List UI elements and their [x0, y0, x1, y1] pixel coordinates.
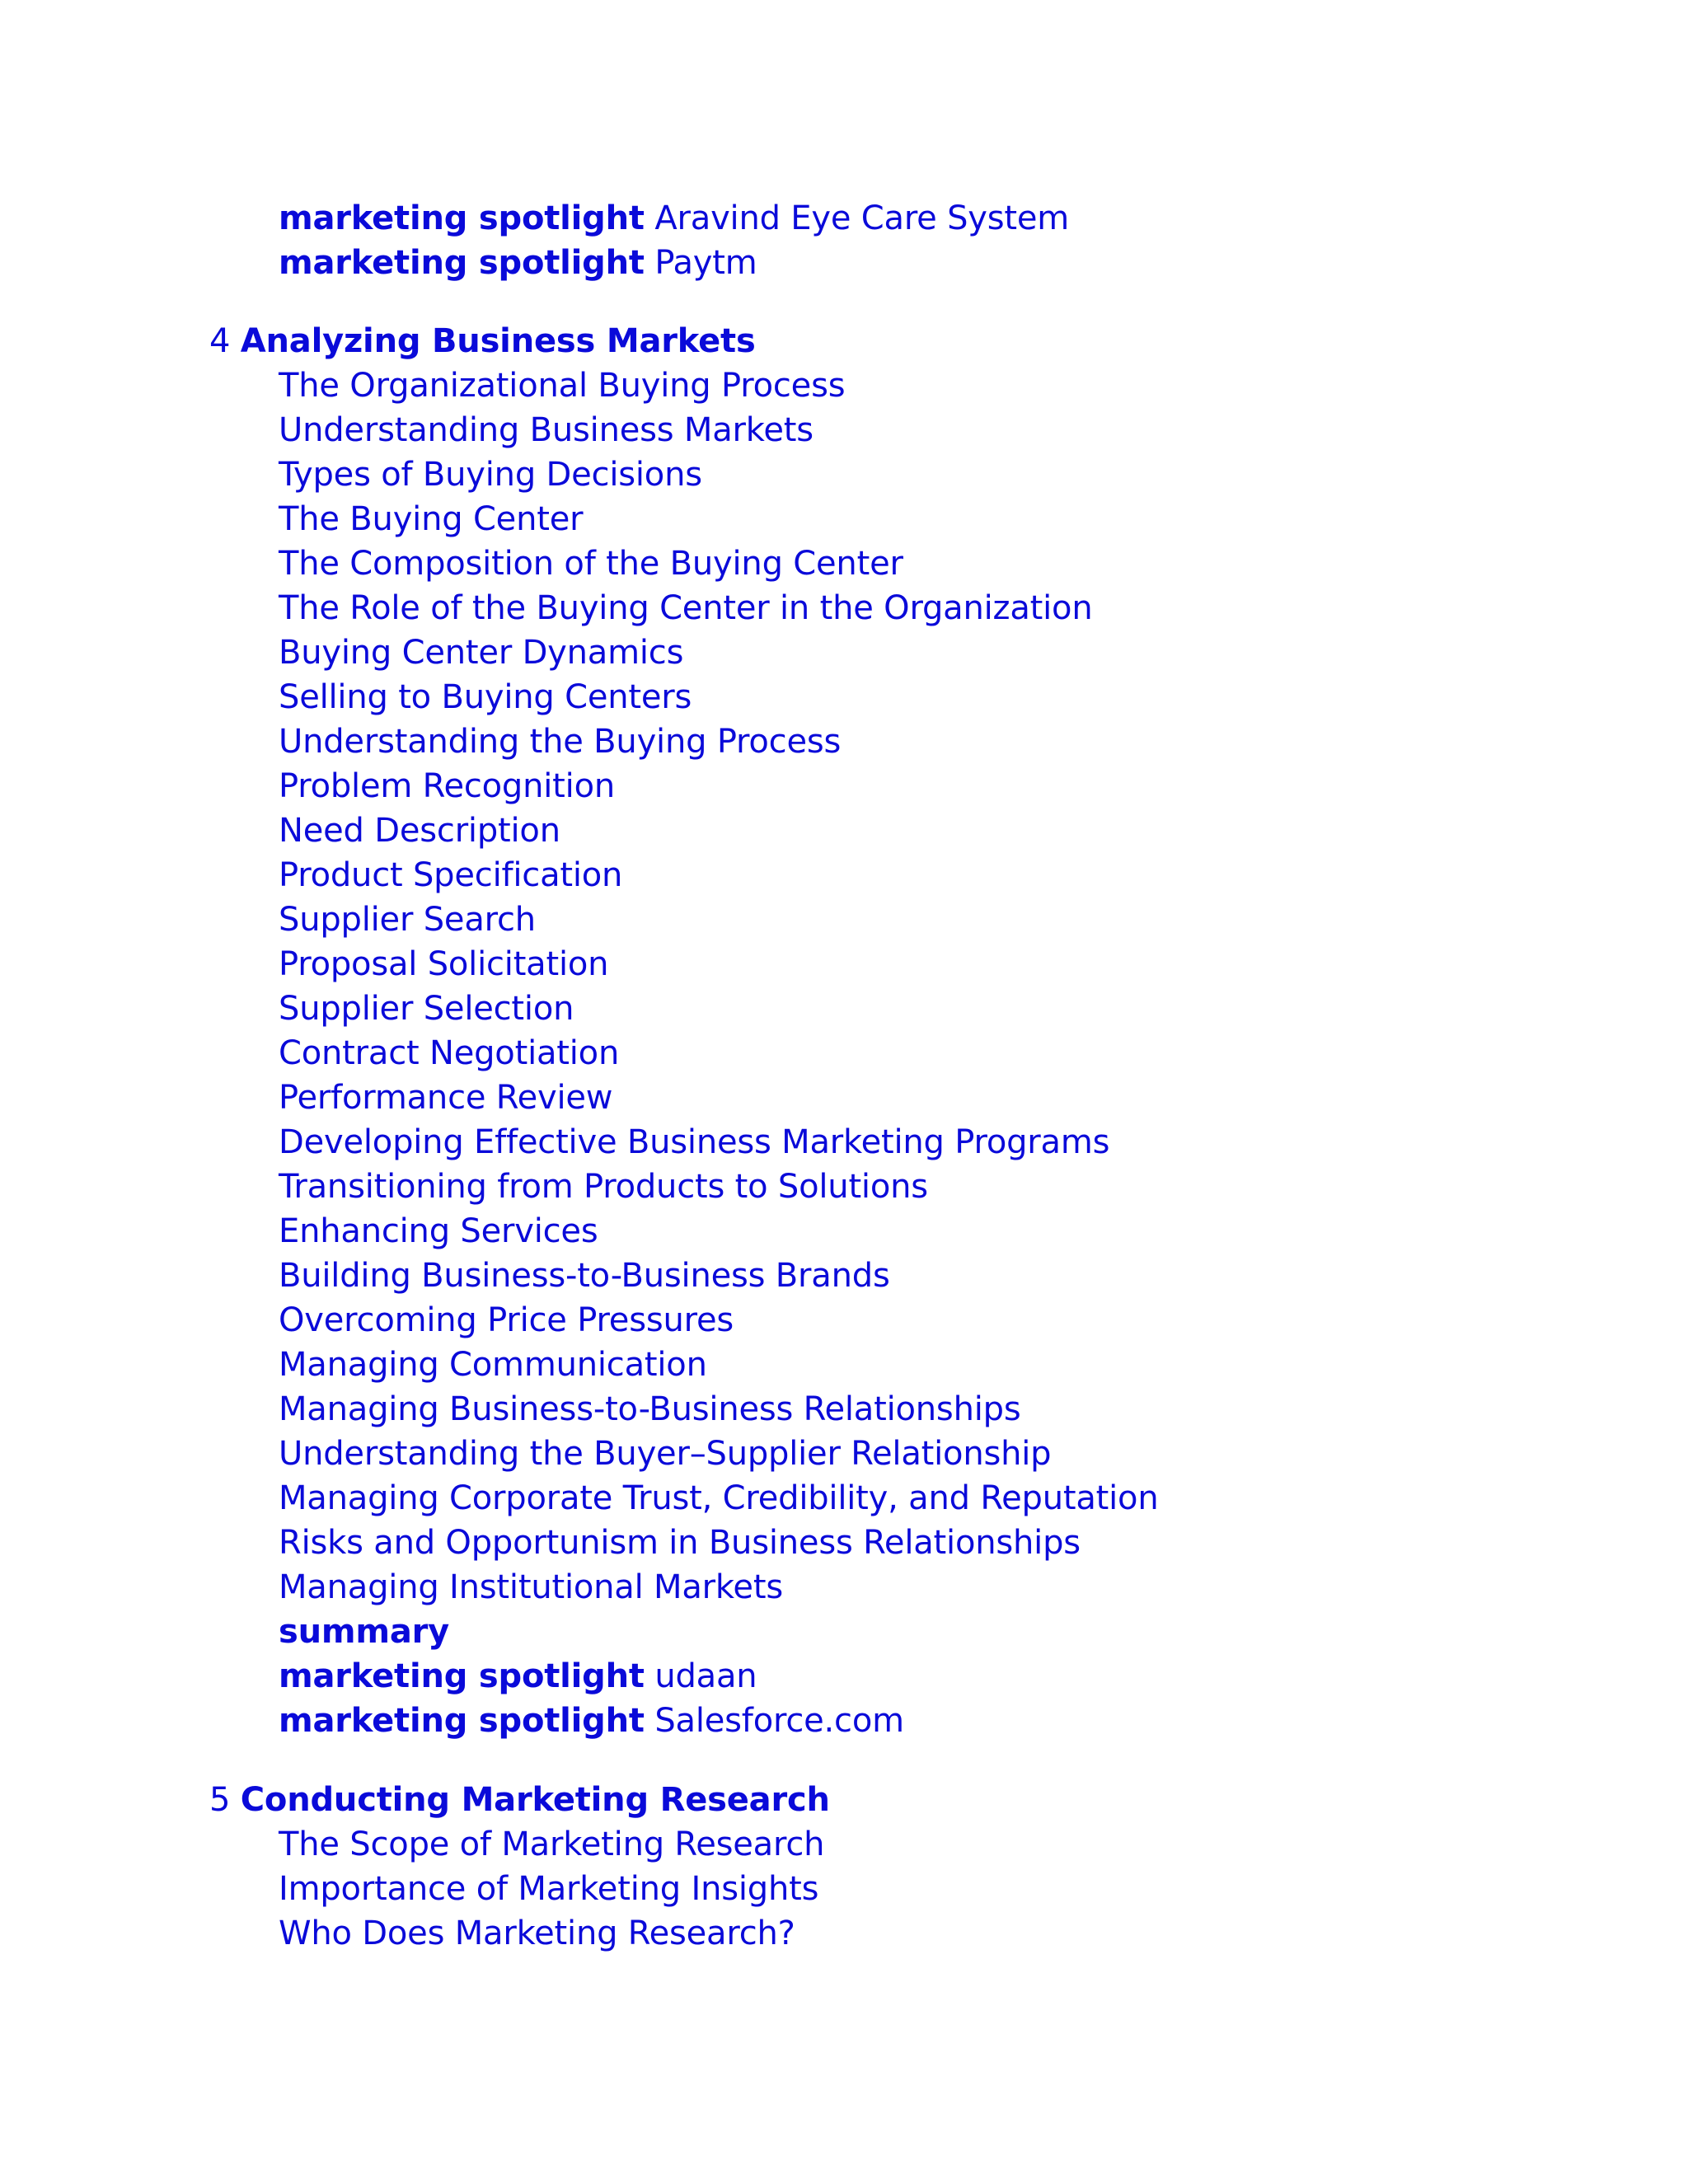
- toc-entry[interactable]: Types of Buying Decisions: [279, 456, 702, 494]
- toc-entry[interactable]: Proposal Solicitation: [279, 945, 609, 983]
- toc-entry[interactable]: Supplier Search: [279, 901, 536, 939]
- spotlight-name: Salesforce.com: [654, 1702, 904, 1740]
- toc-entry[interactable]: The Scope of Marketing Research: [279, 1825, 825, 1863]
- toc-entry[interactable]: Managing Corporate Trust, Credibility, and Reputation: [279, 1479, 1159, 1517]
- toc-entry[interactable]: Understanding the Buying Process: [279, 723, 842, 761]
- toc-spotlight-udaan[interactable]: [279, 1654, 757, 1699]
- toc-spotlight-salesforce[interactable]: [279, 1699, 904, 1743]
- chapter-title: Analyzing Business Markets: [240, 322, 756, 360]
- toc-entry[interactable]: Developing Effective Business Marketing Programs: [279, 1123, 1110, 1161]
- toc-entry[interactable]: Problem Recognition: [279, 767, 615, 805]
- toc-entry[interactable]: Who Does Marketing Research?: [279, 1915, 795, 1952]
- toc-entry[interactable]: Performance Review: [279, 1079, 613, 1117]
- toc-entry[interactable]: Managing Business-to-Business Relationships: [279, 1390, 1021, 1428]
- toc-entry[interactable]: The Role of the Buying Center in the Organization: [279, 589, 1093, 627]
- spotlight-name: Aravind Eye Care System: [654, 199, 1070, 237]
- chapter-title: Conducting Marketing Research: [240, 1781, 830, 1819]
- toc-summary[interactable]: summary: [279, 1613, 450, 1651]
- toc-entry[interactable]: Transitioning from Products to Solutions: [279, 1168, 928, 1206]
- toc-entry[interactable]: Contract Negotiation: [279, 1034, 620, 1072]
- toc-entry[interactable]: The Composition of the Buying Center: [279, 545, 903, 583]
- toc-entry[interactable]: Overcoming Price Pressures: [279, 1301, 734, 1339]
- toc-entry[interactable]: Managing Institutional Markets: [279, 1568, 783, 1606]
- toc-entry[interactable]: Importance of Marketing Insights: [279, 1870, 819, 1908]
- toc-entry[interactable]: Supplier Selection: [279, 990, 574, 1028]
- toc-chapter-5[interactable]: [209, 1778, 830, 1822]
- spotlight-name: Paytm: [654, 244, 757, 282]
- spotlight-prefix: marketing spotlight: [279, 244, 645, 282]
- chapter-number: 4: [209, 322, 231, 360]
- toc-chapter-4[interactable]: [209, 319, 756, 363]
- toc-entry[interactable]: Buying Center Dynamics: [279, 634, 684, 672]
- toc-entry[interactable]: The Buying Center: [279, 500, 584, 538]
- spotlight-prefix: marketing spotlight: [279, 1702, 645, 1740]
- toc-entry[interactable]: Enhancing Services: [279, 1212, 598, 1250]
- chapter-number: 5: [209, 1781, 231, 1819]
- toc-entry[interactable]: Selling to Buying Centers: [279, 678, 692, 716]
- spotlight-prefix: marketing spotlight: [279, 199, 645, 237]
- toc-entry[interactable]: Understanding Business Markets: [279, 411, 814, 449]
- toc-entry[interactable]: Need Description: [279, 812, 560, 850]
- toc-spotlight-aravind[interactable]: [279, 196, 1069, 241]
- toc-entry[interactable]: The Organizational Buying Process: [279, 367, 846, 405]
- spotlight-prefix: marketing spotlight: [279, 1657, 645, 1695]
- toc-spotlight-paytm[interactable]: [279, 241, 757, 285]
- toc-entry[interactable]: Product Specification: [279, 856, 623, 894]
- toc-entry[interactable]: Building Business-to-Business Brands: [279, 1257, 890, 1295]
- toc-entry[interactable]: Managing Communication: [279, 1346, 707, 1384]
- spotlight-name: udaan: [654, 1657, 757, 1695]
- toc-entry[interactable]: Risks and Opportunism in Business Relationships: [279, 1524, 1081, 1562]
- toc-entry[interactable]: Understanding the Buyer–Supplier Relationship: [279, 1435, 1052, 1473]
